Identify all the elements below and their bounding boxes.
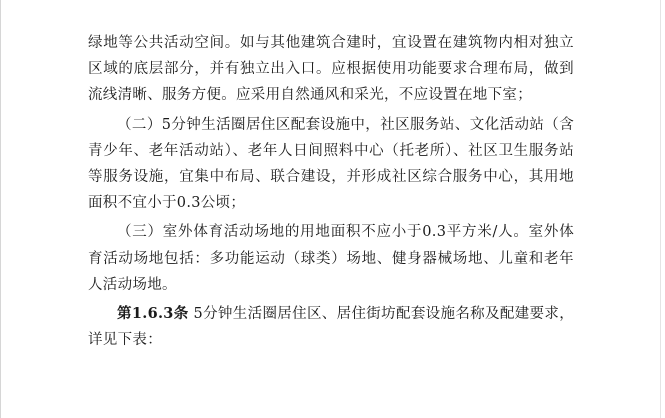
paragraph-item-2 [88, 112, 574, 217]
article-paragraph [88, 301, 574, 353]
paragraph-text: （三）室外体育活动场地的用地面积不应小于0.3平方米/人。室外体育活动场地包括：多功能运动（球类）场地、健身器械场地、儿童和老年人活动场地。 [88, 224, 574, 293]
article-label: 第1.6.3条 [117, 305, 189, 323]
page-edge-left [0, 0, 1, 418]
paragraph-text: 5分钟生活圈居住区、居住街坊配套设施名称及配建要求，详见下表： [88, 306, 574, 349]
document-body [88, 30, 574, 356]
paragraph-text: （二）5分钟生活圈居住区配套设施中，社区服务站、文化活动站（含青少年、老年活动站）、老年人日间照料中心（托老所）、社区卫生服务站等服务设施，宜集中布局、联合建设，并形成社区综合服务中心，其用地面积不宜小于0.3公顷； [88, 116, 574, 212]
paragraph-continuation [88, 30, 574, 109]
paragraph-text: 绿地等公共活动空间。如与其他建筑合建时，宜设置在建筑物内相对独立区域的底层部分，并有独立出入口。应根据使用功能要求合理布局，做到流线清晰、服务方便。应采用自然通风和采光，不应设置在地下室； [88, 35, 574, 104]
page-edge-right [660, 0, 661, 418]
paragraph-item-3 [88, 219, 574, 298]
